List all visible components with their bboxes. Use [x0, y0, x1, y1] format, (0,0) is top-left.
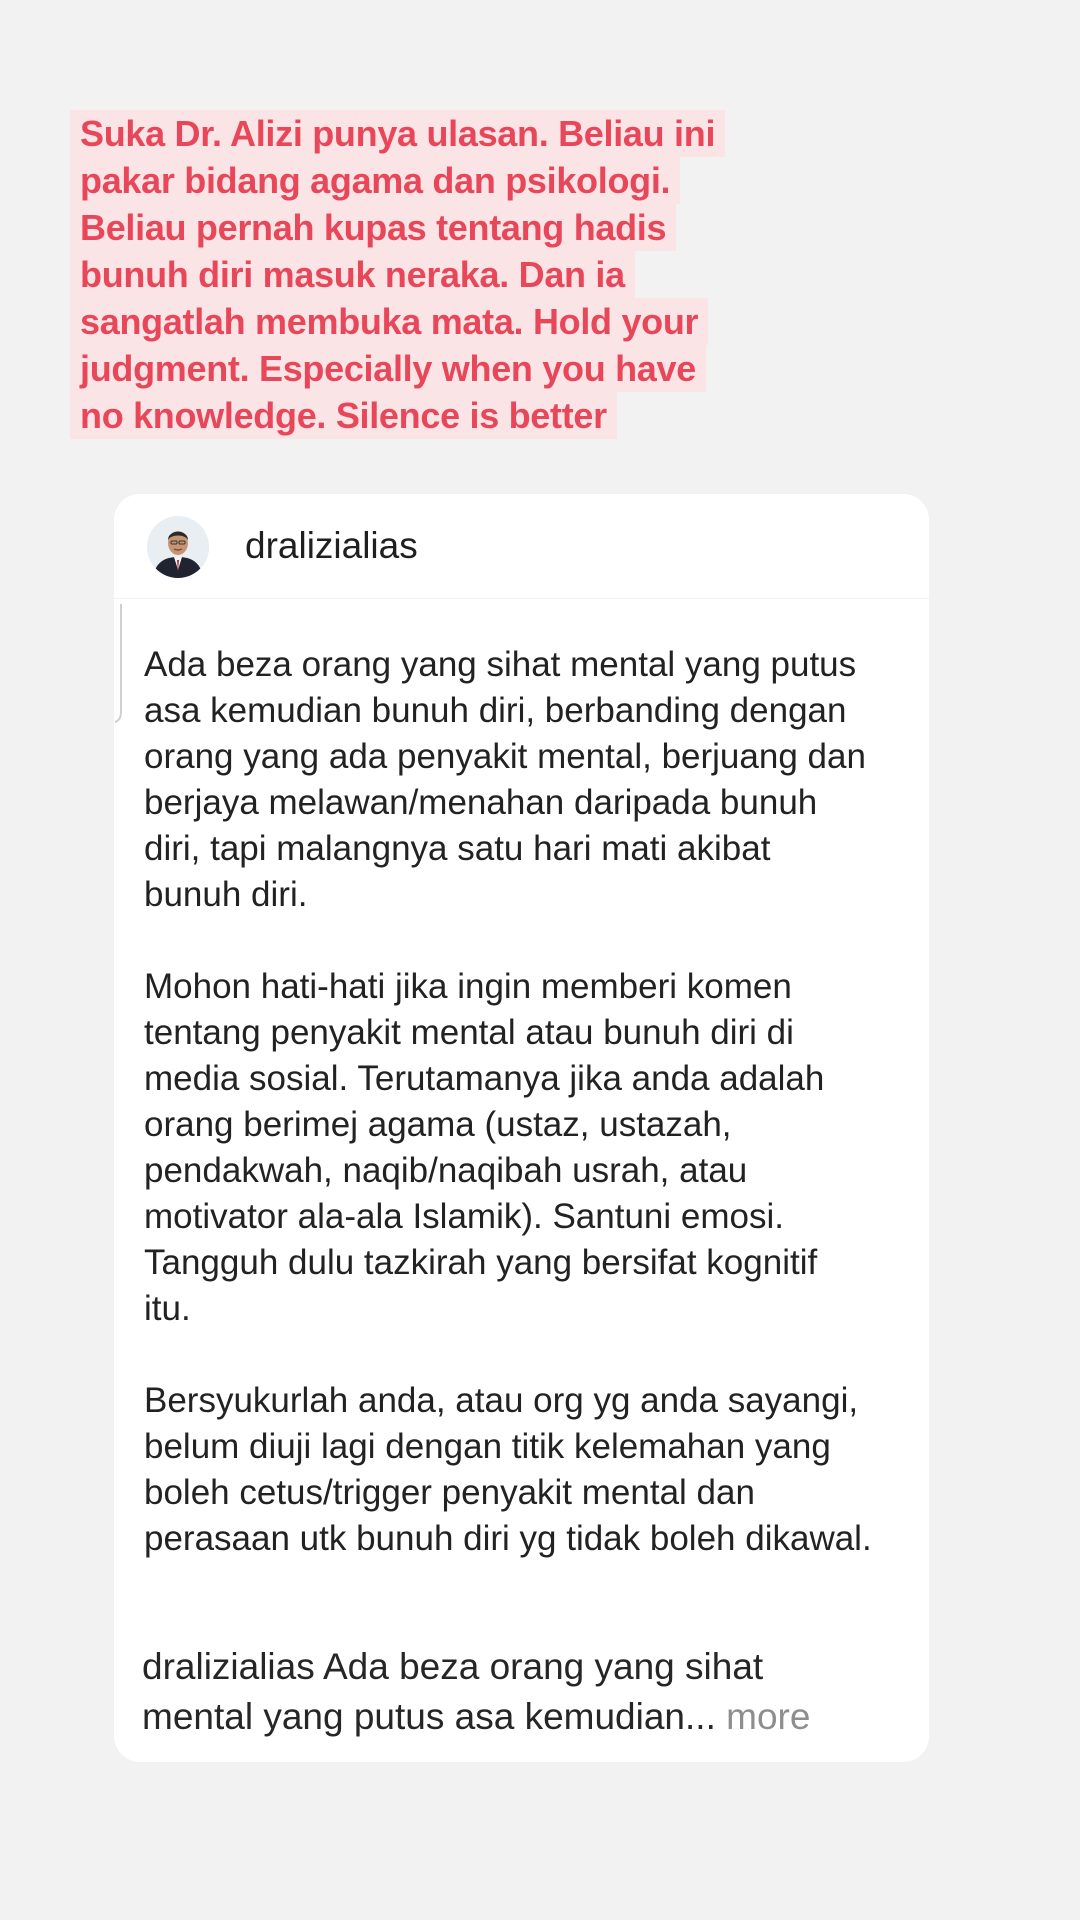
- text-line: berjaya melawan/menahan daripada bunuh: [144, 783, 818, 822]
- caption-preview-line: [142, 1642, 912, 1692]
- post-paragraph: [144, 642, 914, 918]
- post-body: [144, 642, 914, 1562]
- text-line: boleh cetus/trigger penyakit mental dan: [144, 1473, 755, 1512]
- caption-preview: [142, 1642, 912, 1742]
- caption-username[interactable]: dralizialias: [142, 1646, 315, 1687]
- story-caption: [70, 110, 790, 439]
- profile-avatar[interactable]: [147, 516, 209, 578]
- text-line: Mohon hati-hati jika ingin memberi komen: [144, 967, 792, 1006]
- caption-text: Ada beza orang yang sihat: [314, 1646, 764, 1687]
- post-paragraph: [144, 1378, 914, 1562]
- caption-line: sangatlah membuka mata. Hold your: [70, 298, 708, 345]
- text-line: Bersyukurlah anda, atau org yg anda sayangi,: [144, 1381, 859, 1420]
- caption-text: mental yang putus asa kemudian...: [142, 1696, 716, 1737]
- post-header[interactable]: [114, 494, 929, 598]
- avatar-portrait-icon: [147, 516, 209, 578]
- text-line: perasaan utk bunuh diri yg tidak boleh dikawal.: [144, 1519, 872, 1558]
- caption-line: Beliau pernah kupas tentang hadis: [70, 204, 676, 251]
- text-line: bunuh diri.: [144, 875, 308, 914]
- post-username[interactable]: dralizialias: [245, 525, 418, 566]
- text-line: Ada beza orang yang sihat mental yang putus: [144, 645, 857, 684]
- text-line: orang yang ada penyakit mental, berjuang dan: [144, 737, 866, 776]
- text-line: belum diuji lagi dengan titik kelemahan yang: [144, 1427, 831, 1466]
- text-line: itu.: [144, 1289, 191, 1328]
- caption-line: judgment. Especially when you have: [70, 345, 706, 392]
- caption-line: Suka Dr. Alizi punya ulasan. Beliau ini: [70, 110, 725, 157]
- text-line: media sosial. Terutamanya jika anda adalah: [144, 1059, 825, 1098]
- post-paragraph: [144, 964, 914, 1332]
- text-line: motivator ala-ala Islamik). Santuni emosi.: [144, 1197, 784, 1236]
- text-line: tentang penyakit mental atau bunuh diri di: [144, 1013, 794, 1052]
- caption-line: bunuh diri masuk neraka. Dan ia: [70, 251, 635, 298]
- text-line: orang berimej agama (ustaz, ustazah,: [144, 1105, 732, 1144]
- caption-preview-line: [142, 1692, 912, 1742]
- text-line: Tangguh dulu tazkirah yang bersifat kognitif: [144, 1243, 818, 1282]
- more-link[interactable]: more: [715, 1696, 811, 1737]
- caption-line: pakar bidang agama dan psikologi.: [70, 157, 680, 204]
- text-line: diri, tapi malangnya satu hari mati akibat: [144, 829, 771, 868]
- header-divider: [114, 598, 929, 599]
- text-line: asa kemudian bunuh diri, berbanding dengan: [144, 691, 847, 730]
- caption-line: no knowledge. Silence is better: [70, 392, 617, 439]
- crop-edge-mark: [114, 604, 124, 724]
- text-line: pendakwah, naqib/naqibah usrah, atau: [144, 1151, 748, 1190]
- shared-post-card[interactable]: [114, 494, 929, 1762]
